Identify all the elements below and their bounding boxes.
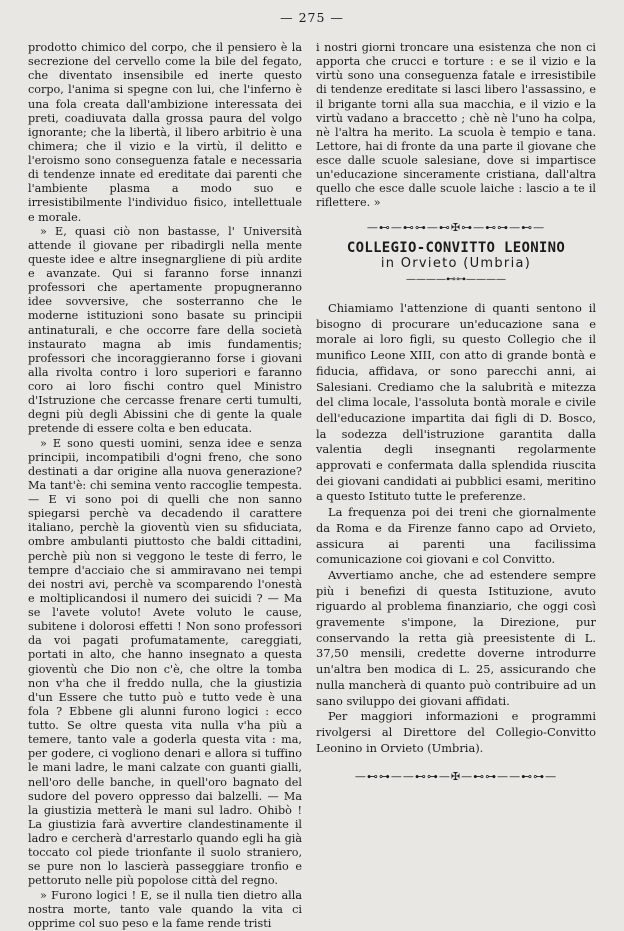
left-column	[28, 41, 302, 931]
ad-rule: ————⊷⊶————	[406, 273, 506, 285]
ad-title: COLLEGIO-CONVITTO LEONINO	[346, 239, 566, 256]
ad-body	[316, 301, 596, 756]
ad-paragraph-2: La frequenza poi dei treni che giornalmente da Roma e da Firenze fanno capo ad Orvieto, assicura ai parenti una facilissima comunicazione coi giovani e col Convitto.	[316, 505, 596, 567]
left-paragraph-1: prodotto chimico del corpo, che il pensiero è la secrezione del cervello come la bile del fegato, che diventato insensibile ed inerte questo corpo, l'anima si spegne con lui, che l'inferno è una fola creata dall'ambizione interessata dei preti, coadiuvata dalla grossa paura del volgo ignorante; che la libertà, il libero arbitrio è una chimera; che il vizio e la virtù, il delitto e l'eroismo sono conseguenza fatale e necessaria di tendenze innate ed ereditate dai parenti che l'ambiente plasma a modo suo e irresistibilmente l'individuo fisico, intellettuale e morale.	[28, 41, 302, 224]
left-paragraph-3: » E sono questi uomini, senza idee e senza principii, incompatibili d'ogni freno, che sono destinati a dar origine alla nuova generazione? Ma tant'è: chi semina vento raccoglie tempesta. — E vi sono poi di quelli che non sanno spiegarsi perchè va decadendo il carattere italiano, perchè la gioventù vien su sfiduciata, ombre ambulanti piuttosto che baldi cittadini, perchè più non si veggono le teste di ferro, le tempre d'acciaio che si ammiravano nei tempi dei nostri avi, perchè va scomparendo l'onestà e moltiplicandosi il numero dei suicidi ? — Ma se l'avete voluto! Avete voluto le cause, subitene i dolorosi effetti ! Non sono professori da voi pagati profumatamente, careggiati, portati in alto, che hanno insegnato a questa gioventù che Dio non c'è, che oltre la tomba non v'ha che il freddo nulla, che la giustizia d'un Essere che tutto può e tutto vede è una fola ? Ebbene gli alunni furono logici : ecco tutto. Se oltre questa vita nulla v'ha più a temere, tanto vale a goderla questa vita : ma, per godere, ci vogliono denari e allora si tuffino le mani ladre, le mani calzate con guanti gialli, nell'oro delle banche, in quell'oro bagnato del sudore del povero oppresso dai balzelli. — Ma la giustizia metterà le mani sul ladro. Ohibò ! La giustizia farà avvertire clandestinamente il ladro e cercherà d'arrestarlo quando egli ha già toccato col piede trionfante il suolo straniero, se pure non lo lascierà passeggiare tronfio e pettoruto nelle più popolose città del regno.	[28, 436, 302, 888]
ad-paragraph-4: Per maggiori informazioni e programmi rivolgersi al Direttore del Collegio-Convitto Leonino in Orvieto (Umbria).	[316, 709, 596, 755]
ad-subtitle: in Orvieto (Umbria)	[380, 255, 532, 271]
right-top-paragraph: i nostri giorni troncare una esistenza che non ci apporta che crucci e torture : e se il vizio e la virtù sono una conseguenza fatale e irresistibile di tendenze ereditate si lasci libero l'assassino, e il brigante torni alla sua macchia, e il vizio e la virtù vadano a braccetto ; chè nè l'uno ha colpa, nè l'altra ha merito. La scuola è tempio e tana. Lettore, hai di fronte da una parte il giovane che esce dalle scuole salesiane, dove si impartisce un'educazione sinceramente cristiana, dall'altra quello che esce dalle scuole laiche : lascio a te il riflettere. »	[316, 41, 596, 210]
ornament-divider-top: —⊷—⊷⊶—⊷✠⊶—⊷⊶—⊷—	[366, 220, 546, 234]
ornament-divider-bottom: —⊷⊶——⊷⊶—✠—⊷⊶——⊷⊶—	[354, 770, 558, 784]
ad-paragraph-3: Avvertiamo anche, che ad estendere sempre più i benefizi di questa Istituzione, avuto riguardo al problema finanziario, che oggi così gravemente s'impone, la Direzione, pur conservando la retta già preesistente di L. 37,50 mensili, credette doverne introdurre un'altra ben modica di L. 25, assicurando che nulla mancherà di quanto può contribuire ad un sano sviluppo dei giovani affidati.	[316, 567, 596, 708]
left-paragraph-2: » E, quasi ciò non bastasse, l' Università attende il giovane per ribadirgli nella mente queste idee e altre insegnargliene di più ardite e avanzate. Qui si faranno forse innanzi professori che apertamente propugneranno idee sovversive, che sosterranno che le moderne istituzioni sono basate su principii antinaturali, e che occorre fare della società instaurato magna ab imis fundamentis; professori che incoraggieranno forse i giovani alla rivolta contro i loro superiori e faranno coro ai loro fischi contro quel Ministro d'Istruzione che cercasse frenare certi tumulti, degni più degli Abissini che di gente la quale pretende di essere colta e ben educata.	[28, 224, 302, 436]
ad-paragraph-1: Chiamiamo l'attenzione di quanti sentono il bisogno di procurare un'educazione sana e morale ai loro figli, su questo Collegio che il munifico Leone XIII, con atto di grande bontà e fiducia, affidava, or sono parecchi anni, ai Salesiani. Crediamo che la salubrità e mitezza del clima locale, l'assoluta bontà morale e civile dell'educazione impartita dai figli di D. Bosco, la sodezza dell'istruzione garantita dalla valentia degli insegnanti regolarmente approvati e confermata dalla splendida riuscita dei giovani candidati ai pubblici esami, meritino a questo Istituto tutte le preferenze.	[316, 301, 596, 504]
page-number: — 275 —	[280, 10, 344, 25]
left-paragraph-4: » Furono logici ! E, se il nulla tien dietro alla nostra morte, tanto vale quando la vita ci opprime col suo peso e la fame rende tristi	[28, 888, 302, 930]
right-column	[316, 41, 596, 785]
